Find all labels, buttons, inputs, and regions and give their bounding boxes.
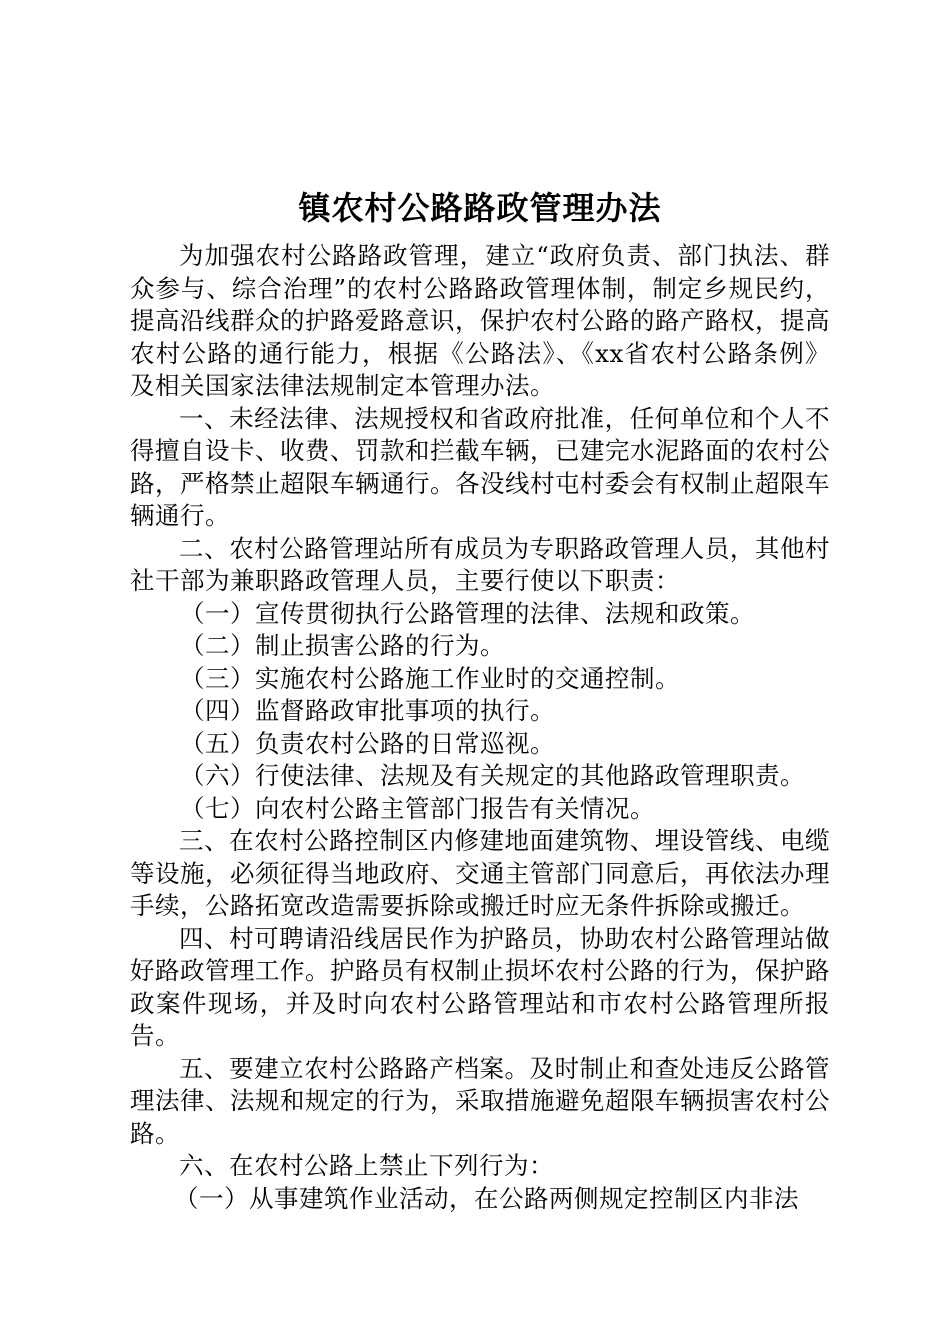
article-5-paragraph: 五、要建立农村公路路产档案。及时制止和查处违反公路管理法律、法规和规定的行为，采取措施避免超限车辆损害农村公路。 — [130, 1053, 830, 1148]
duty-item-2: （二）制止损害公路的行为。 — [180, 631, 505, 660]
document-page — [130, 182, 830, 1215]
duty-item-7: （七）向农村公路主管部门报告有关情况。 — [180, 793, 655, 823]
article-2-paragraph: 二、农村公路管理站所有成员为专职路政管理人员，其他村社干部为兼职路政管理人员，主要行使以下职责： — [130, 533, 830, 595]
duty-item-6: （六）行使法律、法规及有关规定的其他路政管理职责。 — [180, 761, 805, 790]
intro-paragraph: 为加强农村公路路政管理，建立“政府负责、部门执法、群众参与、综合治理”的农村公路路政管理体制，制定乡规民约，提高沿线群众的护路爱路意识，保护农村公路的路产路权，提高农村公路的通行能力，根据《公路法》、《xx省农村公路条例》及相关国家法律法规制定本管理办法。 — [130, 241, 830, 400]
article-6-paragraph: 六、在农村公路上禁止下列行为： — [179, 1151, 554, 1180]
article-1-paragraph: 一、未经法律、法规授权和省政府批准，任何单位和个人不得擅自设卡、收费、罚款和拦截车辆，已建完水泥路面的农村公路，严格禁止超限车辆通行。各没线村屯村委会有权制止超限车辆通行。 — [130, 403, 830, 530]
duty-item-5: （五）负责农村公路的日常巡视。 — [180, 728, 555, 758]
document-title: 镇农村公路路政管理办法 — [298, 189, 662, 227]
duty-item-1: （一）宣传贯彻执行公路管理的法律、法规和政策。 — [180, 598, 755, 628]
prohibited-item-1: （一）从事建筑作业活动，在公路两侧规定控制区内非法 — [174, 1183, 799, 1213]
duty-item-4: （四）监督路政审批事项的执行。 — [180, 696, 555, 725]
article-4-paragraph: 四、村可聘请沿线居民作为护路员，协助农村公路管理站做好路政管理工作。护路员有权制止损坏农村公路的行为，保护路政案件现场，并及时向农村公路管理站和市农村公路管理所报告。 — [130, 923, 830, 1050]
article-3-paragraph: 三、在农村公路控制区内修建地面建筑物、埋设管线、电缆等设施，必须征得当地政府、交通主管部门同意后，再依法办理手续，公路拓宽改造需要拆除或搬迁时应无条件拆除或搬迁。 — [130, 826, 830, 920]
duty-item-3: （三）实施农村公路施工作业时的交通控制。 — [180, 663, 680, 693]
